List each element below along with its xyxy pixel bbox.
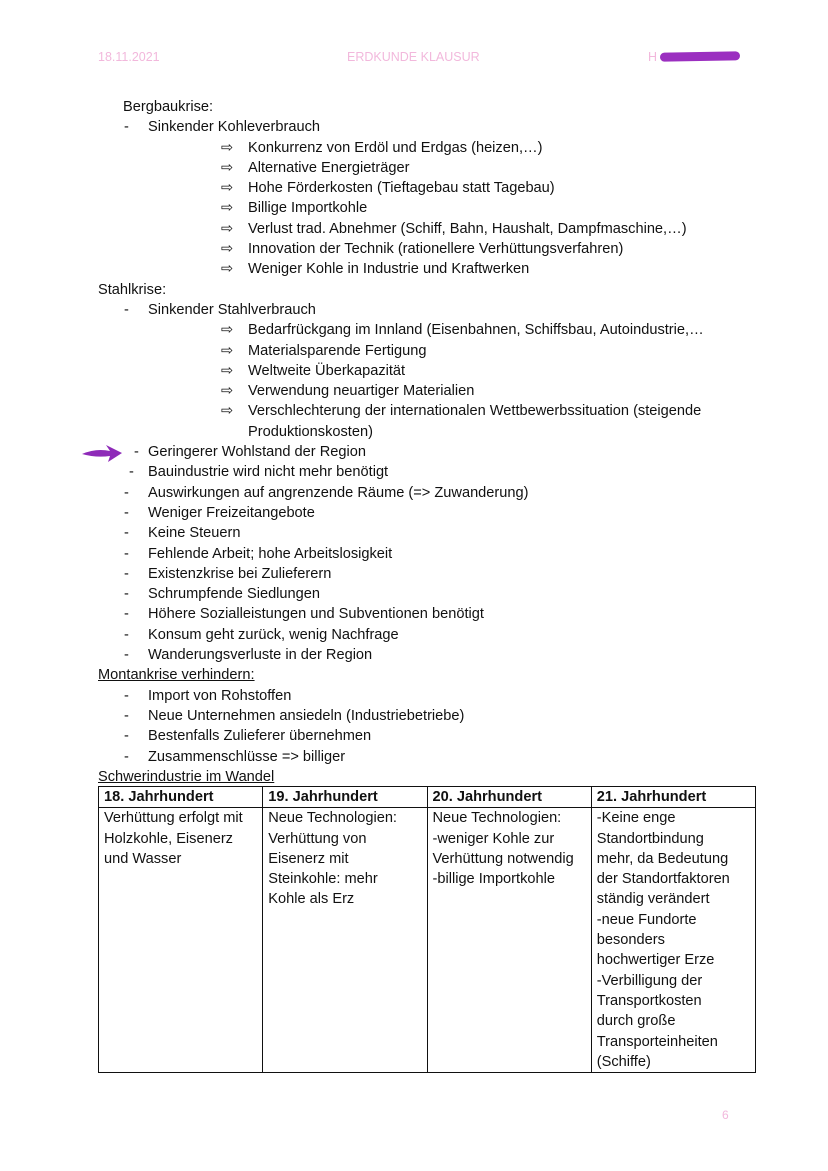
header-title: ERDKUNDE KLAUSUR	[347, 50, 480, 64]
wandel-table	[98, 786, 756, 1073]
cell-line: -neue Fundorte	[596, 911, 697, 928]
text-line	[0, 280, 828, 300]
text-line	[0, 97, 828, 117]
sub-bullet-text: Bedarfrückgang im Innland (Eisenbahnen, Schiffsbau, Autoindustrie,…	[248, 322, 704, 339]
text-line	[0, 625, 828, 645]
bullet-text: Zusammenschlüsse => billiger	[148, 748, 346, 765]
bullet-dash: -	[124, 626, 129, 643]
sub-bullet-text: Weltweite Überkapazität	[248, 362, 406, 379]
arrow-bullet-icon: ⇨	[221, 200, 234, 217]
bullet-text: Schrumpfende Siedlungen	[148, 586, 321, 603]
cell-line: hochwertiger Erze	[596, 952, 715, 969]
bullet-dash: -	[124, 119, 129, 136]
text-line	[0, 665, 828, 685]
column-header: 18. Jahrhundert	[99, 787, 263, 808]
document-body	[0, 97, 828, 787]
text-line	[0, 219, 828, 239]
arrow-bullet-icon: ⇨	[221, 159, 234, 176]
text-line	[0, 483, 828, 503]
text-line	[0, 259, 828, 279]
text-line	[0, 117, 828, 137]
text-line	[0, 381, 828, 401]
text-line	[0, 341, 828, 361]
sub-bullet-text: Weniger Kohle in Industrie und Kraftwerken	[248, 261, 530, 278]
bullet-dash: -	[124, 525, 129, 542]
bullet-dash: -	[124, 606, 129, 623]
arrow-bullet-icon: ⇨	[221, 220, 234, 237]
bullet-text: Sinkender Kohleverbrauch	[148, 119, 320, 136]
bullet-dash: -	[129, 464, 134, 481]
cell-line: Verhüttung erfolgt mit	[104, 810, 243, 827]
text-line	[0, 300, 828, 320]
bullet-dash: -	[124, 728, 129, 745]
cell-line: Neue Technologien:	[432, 810, 562, 827]
bullet-dash: -	[124, 748, 129, 765]
text-line	[0, 564, 828, 584]
cell-line: der Standortfaktoren	[596, 871, 730, 888]
sub-bullet-text: Innovation der Technik (rationellere Verhüttungsverfahren)	[248, 241, 624, 258]
arrow-bullet-icon: ⇨	[221, 383, 234, 400]
text-line	[0, 158, 828, 178]
bullet-dash: -	[124, 565, 129, 582]
cell-line: (Schiffe)	[596, 1053, 651, 1070]
arrow-bullet-icon: ⇨	[221, 362, 234, 379]
cell-line: Verhüttung von	[268, 830, 367, 847]
section-heading: Bergbaukrise:	[123, 99, 214, 115]
bullet-dash: -	[124, 545, 129, 562]
page-number: 6	[722, 1108, 729, 1122]
sub-bullet-text: Materialsparende Fertigung	[248, 342, 427, 359]
cell-line: -Verbilligung der	[596, 972, 703, 989]
cell-line: Holzkohle, Eisenerz	[104, 830, 233, 847]
bullet-dash: -	[124, 586, 129, 603]
bullet-text: Existenzkrise bei Zulieferern	[148, 565, 332, 582]
text-line	[0, 584, 828, 604]
column-header: 20. Jahrhundert	[427, 787, 591, 808]
cell-line: mehr, da Bedeutung	[596, 850, 729, 867]
arrow-bullet-icon: ⇨	[221, 241, 234, 258]
arrow-bullet-icon: ⇨	[221, 403, 234, 420]
bullet-dash: -	[124, 504, 129, 521]
bullet-text: Weniger Freizeitangebote	[148, 504, 315, 521]
bullet-dash: -	[124, 707, 129, 724]
cell-line: Transportkosten	[596, 992, 702, 1009]
text-line	[0, 645, 828, 665]
section-heading: Schwerindustrie im Wandel	[98, 768, 275, 785]
text-line	[0, 320, 828, 340]
text-line	[0, 726, 828, 746]
cell-line: Verhüttung notwendig	[432, 850, 574, 867]
cell-line: Kohle als Erz	[268, 891, 355, 908]
text-line	[0, 503, 828, 523]
sub-bullet-text: Hohe Förderkosten (Tieftagebau statt Tagebau)	[248, 180, 555, 197]
sub-bullet-text: Alternative Energieträger	[248, 159, 410, 176]
text-line	[0, 706, 828, 726]
table-cell	[591, 808, 755, 1073]
arrow-bullet-icon: ⇨	[221, 139, 234, 156]
text-line	[0, 239, 828, 259]
cell-line: Eisenerz mit	[268, 850, 349, 867]
text-line	[0, 686, 828, 706]
bullet-text: Konsum geht zurück, wenig Nachfrage	[148, 626, 399, 643]
bullet-dash: -	[124, 647, 129, 664]
bullet-dash: -	[134, 444, 139, 461]
redaction-scribble	[660, 51, 740, 61]
text-line	[0, 462, 828, 482]
bullet-text: Auswirkungen auf angrenzende Räume (=> Zuwanderung)	[148, 484, 529, 501]
text-line	[0, 523, 828, 543]
bullet-text: Keine Steuern	[148, 525, 241, 542]
cell-line: -Keine enge	[596, 810, 676, 827]
arrow-bullet-icon: ⇨	[221, 342, 234, 359]
cell-line: besonders	[596, 932, 665, 949]
sub-bullet-text: Konkurrenz von Erdöl und Erdgas (heizen,…)	[248, 139, 543, 156]
cell-line: durch große	[596, 1013, 676, 1030]
table-cell	[263, 808, 427, 1073]
text-line	[0, 604, 828, 624]
text-line	[0, 442, 828, 462]
text-line	[0, 767, 828, 787]
bullet-text: Fehlende Arbeit; hohe Arbeitslosigkeit	[148, 545, 393, 562]
cell-line: Standortbindung	[596, 830, 704, 847]
bullet-text: Import von Rohstoffen	[148, 687, 292, 704]
sub-bullet-text: Verwendung neuartiger Materialien	[248, 383, 475, 400]
table-cell	[99, 808, 263, 1073]
column-header: 21. Jahrhundert	[591, 787, 755, 808]
section-heading: Montankrise verhindern:	[98, 667, 255, 684]
arrow-marker-icon	[82, 445, 124, 463]
arrow-bullet-icon: ⇨	[221, 261, 234, 278]
bullet-text: Geringerer Wohlstand der Region	[148, 444, 366, 461]
cell-line: und Wasser	[104, 850, 182, 867]
text-line	[0, 401, 828, 421]
text-line	[0, 747, 828, 767]
table-header-row	[99, 787, 756, 808]
cell-line: -weniger Kohle zur	[432, 830, 555, 847]
bullet-dash: -	[124, 301, 129, 318]
text-line	[0, 178, 828, 198]
sub-bullet-text: Verlust trad. Abnehmer (Schiff, Bahn, Haushalt, Dampfmaschine,…)	[248, 220, 687, 237]
bullet-text: Neue Unternehmen ansiedeln (Industriebetriebe)	[148, 707, 465, 724]
column-header: 19. Jahrhundert	[263, 787, 427, 808]
sub-bullet-text: Billige Importkohle	[248, 200, 368, 217]
arrow-bullet-icon: ⇨	[221, 180, 234, 197]
header-name: H	[648, 50, 658, 64]
bullet-dash: -	[124, 484, 129, 501]
arrow-bullet-icon: ⇨	[221, 322, 234, 339]
bullet-text: Bauindustrie wird nicht mehr benötigt	[148, 464, 389, 481]
cell-line: Steinkohle: mehr	[268, 871, 378, 888]
cell-line: -billige Importkohle	[432, 871, 555, 888]
bullet-text: Höhere Sozialleistungen und Subventionen benötigt	[148, 606, 484, 623]
table-row	[99, 808, 756, 1073]
bullet-text: Wanderungsverluste in der Region	[148, 647, 373, 664]
text-line	[0, 138, 828, 158]
bullet-text: Bestenfalls Zulieferer übernehmen	[148, 728, 372, 745]
text-line	[0, 544, 828, 564]
cell-line: Transporteinheiten	[596, 1033, 718, 1050]
cell-line: ständig verändert	[596, 891, 710, 908]
bullet-dash: -	[124, 687, 129, 704]
cell-line: Neue Technologien:	[268, 810, 397, 827]
section-heading: Stahlkrise:	[98, 281, 167, 298]
sub-bullet-text: Verschlechterung der internationalen Wettbewerbssituation (steigende	[248, 403, 702, 420]
text-line	[0, 361, 828, 381]
bullet-text: Sinkender Stahlverbrauch	[148, 301, 316, 318]
header-date: 18.11.2021	[98, 50, 160, 64]
table-cell	[427, 808, 591, 1073]
sub-bullet-text: Produktionskosten)	[248, 423, 373, 440]
text-line	[0, 422, 828, 442]
text-line	[0, 198, 828, 218]
